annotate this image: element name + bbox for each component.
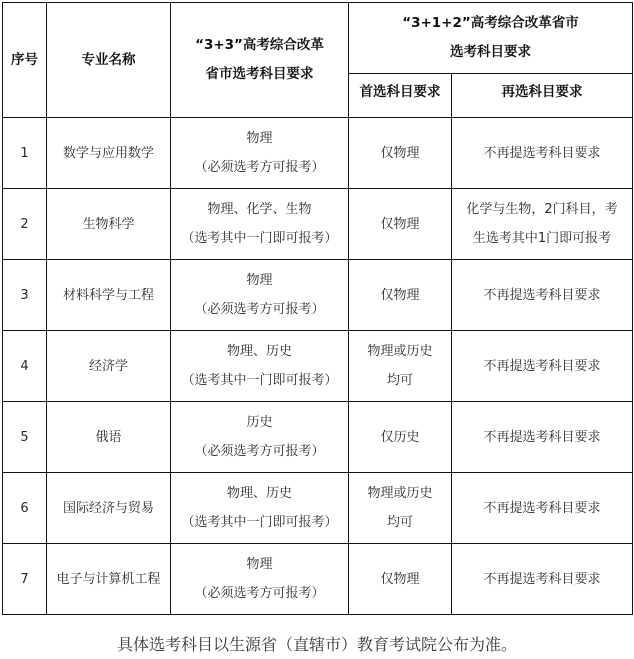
header-req-312 xyxy=(349,3,633,74)
header-index: 序号 xyxy=(3,3,47,118)
cell-first-choice-text: 均可 xyxy=(386,515,413,530)
table-row xyxy=(3,260,633,331)
header-first-choice: 首选科目要求 xyxy=(349,74,452,118)
cell-first-choice-text: 物理或历史 xyxy=(367,486,433,501)
cell-req-33-text: （选考其中一门即可报考） xyxy=(181,515,338,530)
cell-first-choice xyxy=(349,402,452,473)
header-req-33-line1: “3+3”高考综合改革 xyxy=(195,37,324,53)
header-req-312-line1: “3+1+2”高考综合改革省市 xyxy=(402,15,579,31)
cell-second-choice xyxy=(452,118,633,189)
cell-req-33 xyxy=(171,402,349,473)
cell-index-text: 1 xyxy=(20,145,29,161)
cell-first-choice-text: 仅物理 xyxy=(380,216,420,232)
cell-index-text: 7 xyxy=(20,571,29,587)
cell-second-choice-text: 不再提选考科目要求 xyxy=(483,571,601,587)
cell-index-text: 3 xyxy=(20,287,29,303)
header-second-choice: 再选科目要求 xyxy=(452,74,633,118)
cell-req-33 xyxy=(171,260,349,331)
cell-index xyxy=(3,473,47,544)
cell-major-text: 生物科学 xyxy=(82,216,135,232)
subject-requirements-table xyxy=(2,2,633,615)
cell-major xyxy=(47,331,171,402)
cell-req-33-text: （选考其中一门即可报考） xyxy=(181,231,338,246)
cell-major-text: 数学与应用数学 xyxy=(62,145,154,161)
cell-second-choice xyxy=(452,544,633,615)
cell-req-33-text: 物理 xyxy=(246,273,273,288)
footnote: 具体选考科目以生源省（直辖市）教育考试院公布为准。 xyxy=(116,635,517,654)
cell-major-text: 经济学 xyxy=(88,358,128,374)
cell-major xyxy=(47,402,171,473)
cell-index xyxy=(3,260,47,331)
cell-index xyxy=(3,331,47,402)
table-row xyxy=(3,473,633,544)
cell-req-33-text: （必须选考方可报考） xyxy=(194,160,325,175)
cell-major-text: 电子与计算机工程 xyxy=(56,571,161,587)
cell-index xyxy=(3,189,47,260)
cell-major-text: 俄语 xyxy=(95,429,122,445)
cell-index-text: 5 xyxy=(20,429,29,445)
cell-req-33-text: 物理、历史 xyxy=(226,344,292,359)
cell-index xyxy=(3,402,47,473)
header-major: 专业名称 xyxy=(47,3,171,118)
cell-req-33-text: （选考其中一门即可报考） xyxy=(181,373,338,388)
cell-first-choice xyxy=(349,260,452,331)
cell-second-choice-text: 不再提选考科目要求 xyxy=(483,358,601,374)
header-req-33-line2: 省市选考科目要求 xyxy=(205,66,314,82)
cell-index-text: 6 xyxy=(20,500,29,516)
cell-major xyxy=(47,260,171,331)
header-req-33 xyxy=(171,3,349,118)
table-row xyxy=(3,331,633,402)
cell-index-text: 4 xyxy=(20,358,29,374)
cell-req-33-text: （必须选考方可报考） xyxy=(194,302,325,317)
cell-req-33 xyxy=(171,189,349,260)
cell-req-33 xyxy=(171,544,349,615)
cell-first-choice-text: 仅物理 xyxy=(380,571,420,587)
cell-major-text: 材料科学与工程 xyxy=(62,287,154,303)
cell-second-choice-text: 不再提选考科目要求 xyxy=(483,287,601,303)
cell-first-choice xyxy=(349,189,452,260)
cell-major xyxy=(47,473,171,544)
cell-major-text: 国际经济与贸易 xyxy=(62,500,154,516)
cell-second-choice-text: 化学与生物，2门科目，考 xyxy=(466,202,618,217)
cell-second-choice xyxy=(452,473,633,544)
cell-second-choice-text: 不再提选考科目要求 xyxy=(483,429,601,445)
cell-req-33-text: 历史 xyxy=(246,415,273,430)
cell-second-choice xyxy=(452,331,633,402)
cell-req-33 xyxy=(171,473,349,544)
cell-req-33 xyxy=(171,331,349,402)
cell-first-choice-text: 仅物理 xyxy=(380,287,420,303)
table-row xyxy=(3,189,633,260)
cell-second-choice xyxy=(452,402,633,473)
cell-req-33 xyxy=(171,118,349,189)
cell-first-choice xyxy=(349,544,452,615)
cell-first-choice-text: 仅历史 xyxy=(380,429,420,445)
table-row xyxy=(3,118,633,189)
cell-first-choice xyxy=(349,118,452,189)
cell-major xyxy=(47,189,171,260)
cell-req-33-text: 物理 xyxy=(246,557,273,572)
cell-first-choice-text: 均可 xyxy=(386,373,413,388)
cell-major xyxy=(47,118,171,189)
cell-second-choice xyxy=(452,260,633,331)
cell-second-choice-text: 不再提选考科目要求 xyxy=(483,145,601,161)
cell-first-choice xyxy=(349,473,452,544)
cell-req-33-text: （必须选考方可报考） xyxy=(194,444,325,459)
table-row xyxy=(3,402,633,473)
cell-second-choice xyxy=(452,189,633,260)
cell-first-choice xyxy=(349,331,452,402)
header-req-312-line2: 选考科目要求 xyxy=(450,44,531,60)
cell-req-33-text: 物理 xyxy=(246,131,273,146)
cell-index-text: 2 xyxy=(20,216,29,232)
cell-index xyxy=(3,544,47,615)
cell-second-choice-text: 不再提选考科目要求 xyxy=(483,500,601,516)
cell-req-33-text: 物理、历史 xyxy=(226,486,292,501)
cell-index xyxy=(3,118,47,189)
cell-req-33-text: 物理、化学、生物 xyxy=(207,202,312,217)
cell-first-choice-text: 仅物理 xyxy=(380,145,420,161)
cell-first-choice-text: 物理或历史 xyxy=(367,344,433,359)
cell-req-33-text: （必须选考方可报考） xyxy=(194,586,325,601)
cell-second-choice-text: 生选考其中1门即可报考 xyxy=(472,231,612,246)
cell-major xyxy=(47,544,171,615)
table-row xyxy=(3,544,633,615)
